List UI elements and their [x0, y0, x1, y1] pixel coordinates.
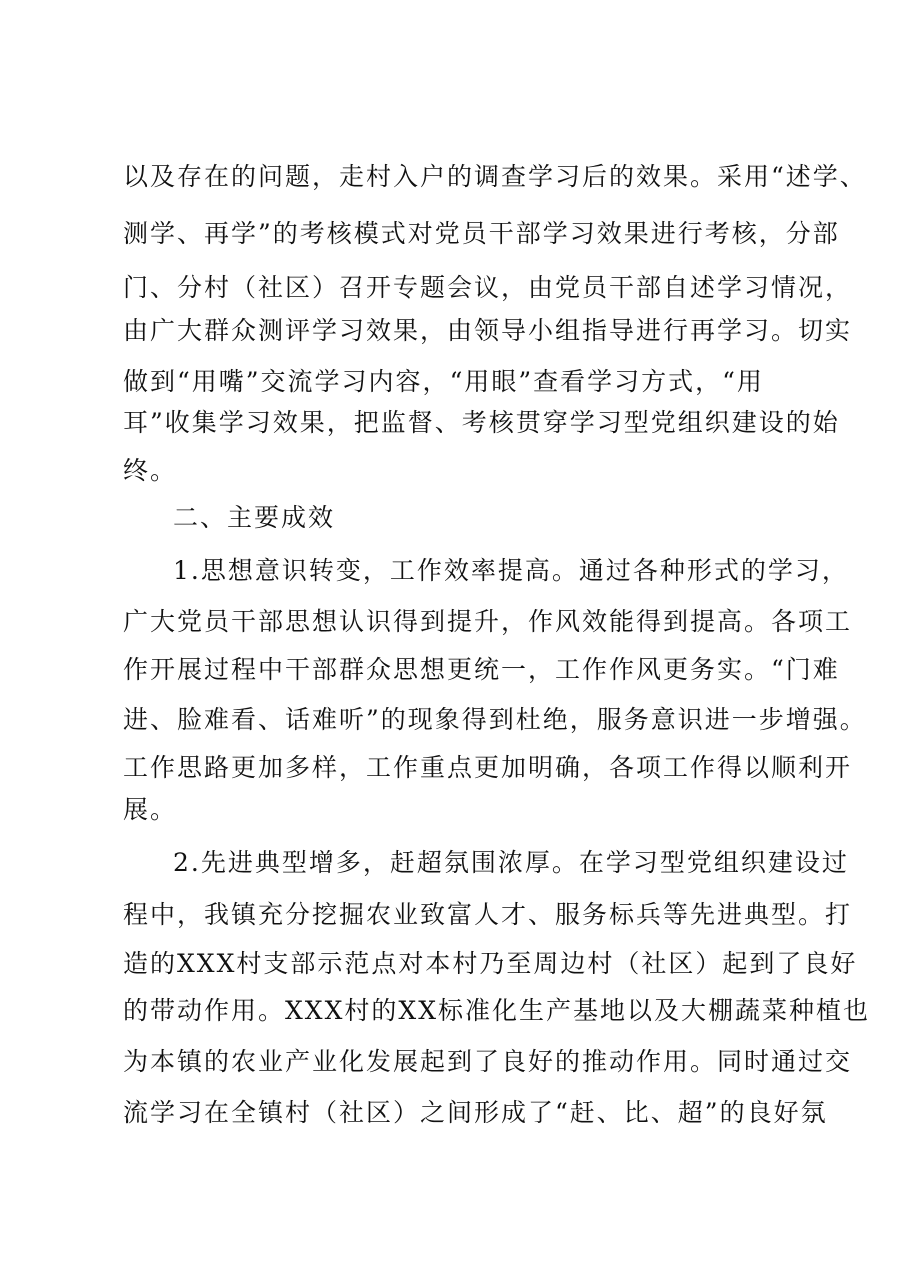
paragraph-first-line: 1.思想意识转变，工作效率提高。通过各种形式的学习，	[173, 556, 849, 585]
body-text-line: 做到“用嘴”交流学习内容，“用眼”查看学习方式，“用	[123, 367, 764, 396]
body-text-line: 门、分村（社区）召开专题会议，由党员干部自述学习情况，	[123, 273, 853, 302]
body-text-line: 由广大群众测评学习效果，由领导小组指导进行再学习。切实	[123, 316, 853, 345]
body-text-line: 测学、再学”的考核模式对党员干部学习效果进行考核，分部	[123, 219, 840, 248]
body-text-line: 程中，我镇充分挖掘农业致富人才、服务标兵等先进典型。打	[123, 900, 853, 929]
body-text-line: 的带动作用。XXX村的XX标准化生产基地以及大棚蔬菜种植也	[123, 996, 870, 1025]
body-text-line: 流学习在全镇村（社区）之间形成了“赶、比、超”的良好氛	[123, 1098, 828, 1127]
body-text-line: 进、脸难看、话难听”的现象得到杜绝，服务意识进一步增强。	[123, 705, 867, 734]
section-heading: 二、主要成效	[173, 503, 336, 532]
body-text-line: 造的XXX村支部示范点对本村乃至周边村（社区）起到了良好	[123, 949, 858, 978]
paragraph-first-line: 2.先进典型增多，赶超氛围浓厚。在学习型党组织建设过	[173, 848, 849, 877]
body-text-line: 以及存在的问题，走村入户的调查学习后的效果。采用“述学、	[123, 162, 867, 191]
body-text-line: 广大党员干部思想认识得到提升，作风效能得到提高。各项工	[123, 607, 853, 636]
body-text-line: 耳”收集学习效果，把监督、考核贯穿学习型党组织建设的始	[123, 408, 840, 437]
body-text-line: 终。	[123, 456, 178, 485]
body-text-line: 展。	[123, 795, 178, 824]
body-text-line: 为本镇的农业产业化发展起到了良好的推动作用。同时通过交	[123, 1047, 853, 1076]
body-text-line: 作开展过程中干部群众思想更统一，工作作风更务实。“门难	[123, 655, 840, 684]
body-text-line: 工作思路更加多样，工作重点更加明确，各项工作得以顺利开	[123, 753, 853, 782]
